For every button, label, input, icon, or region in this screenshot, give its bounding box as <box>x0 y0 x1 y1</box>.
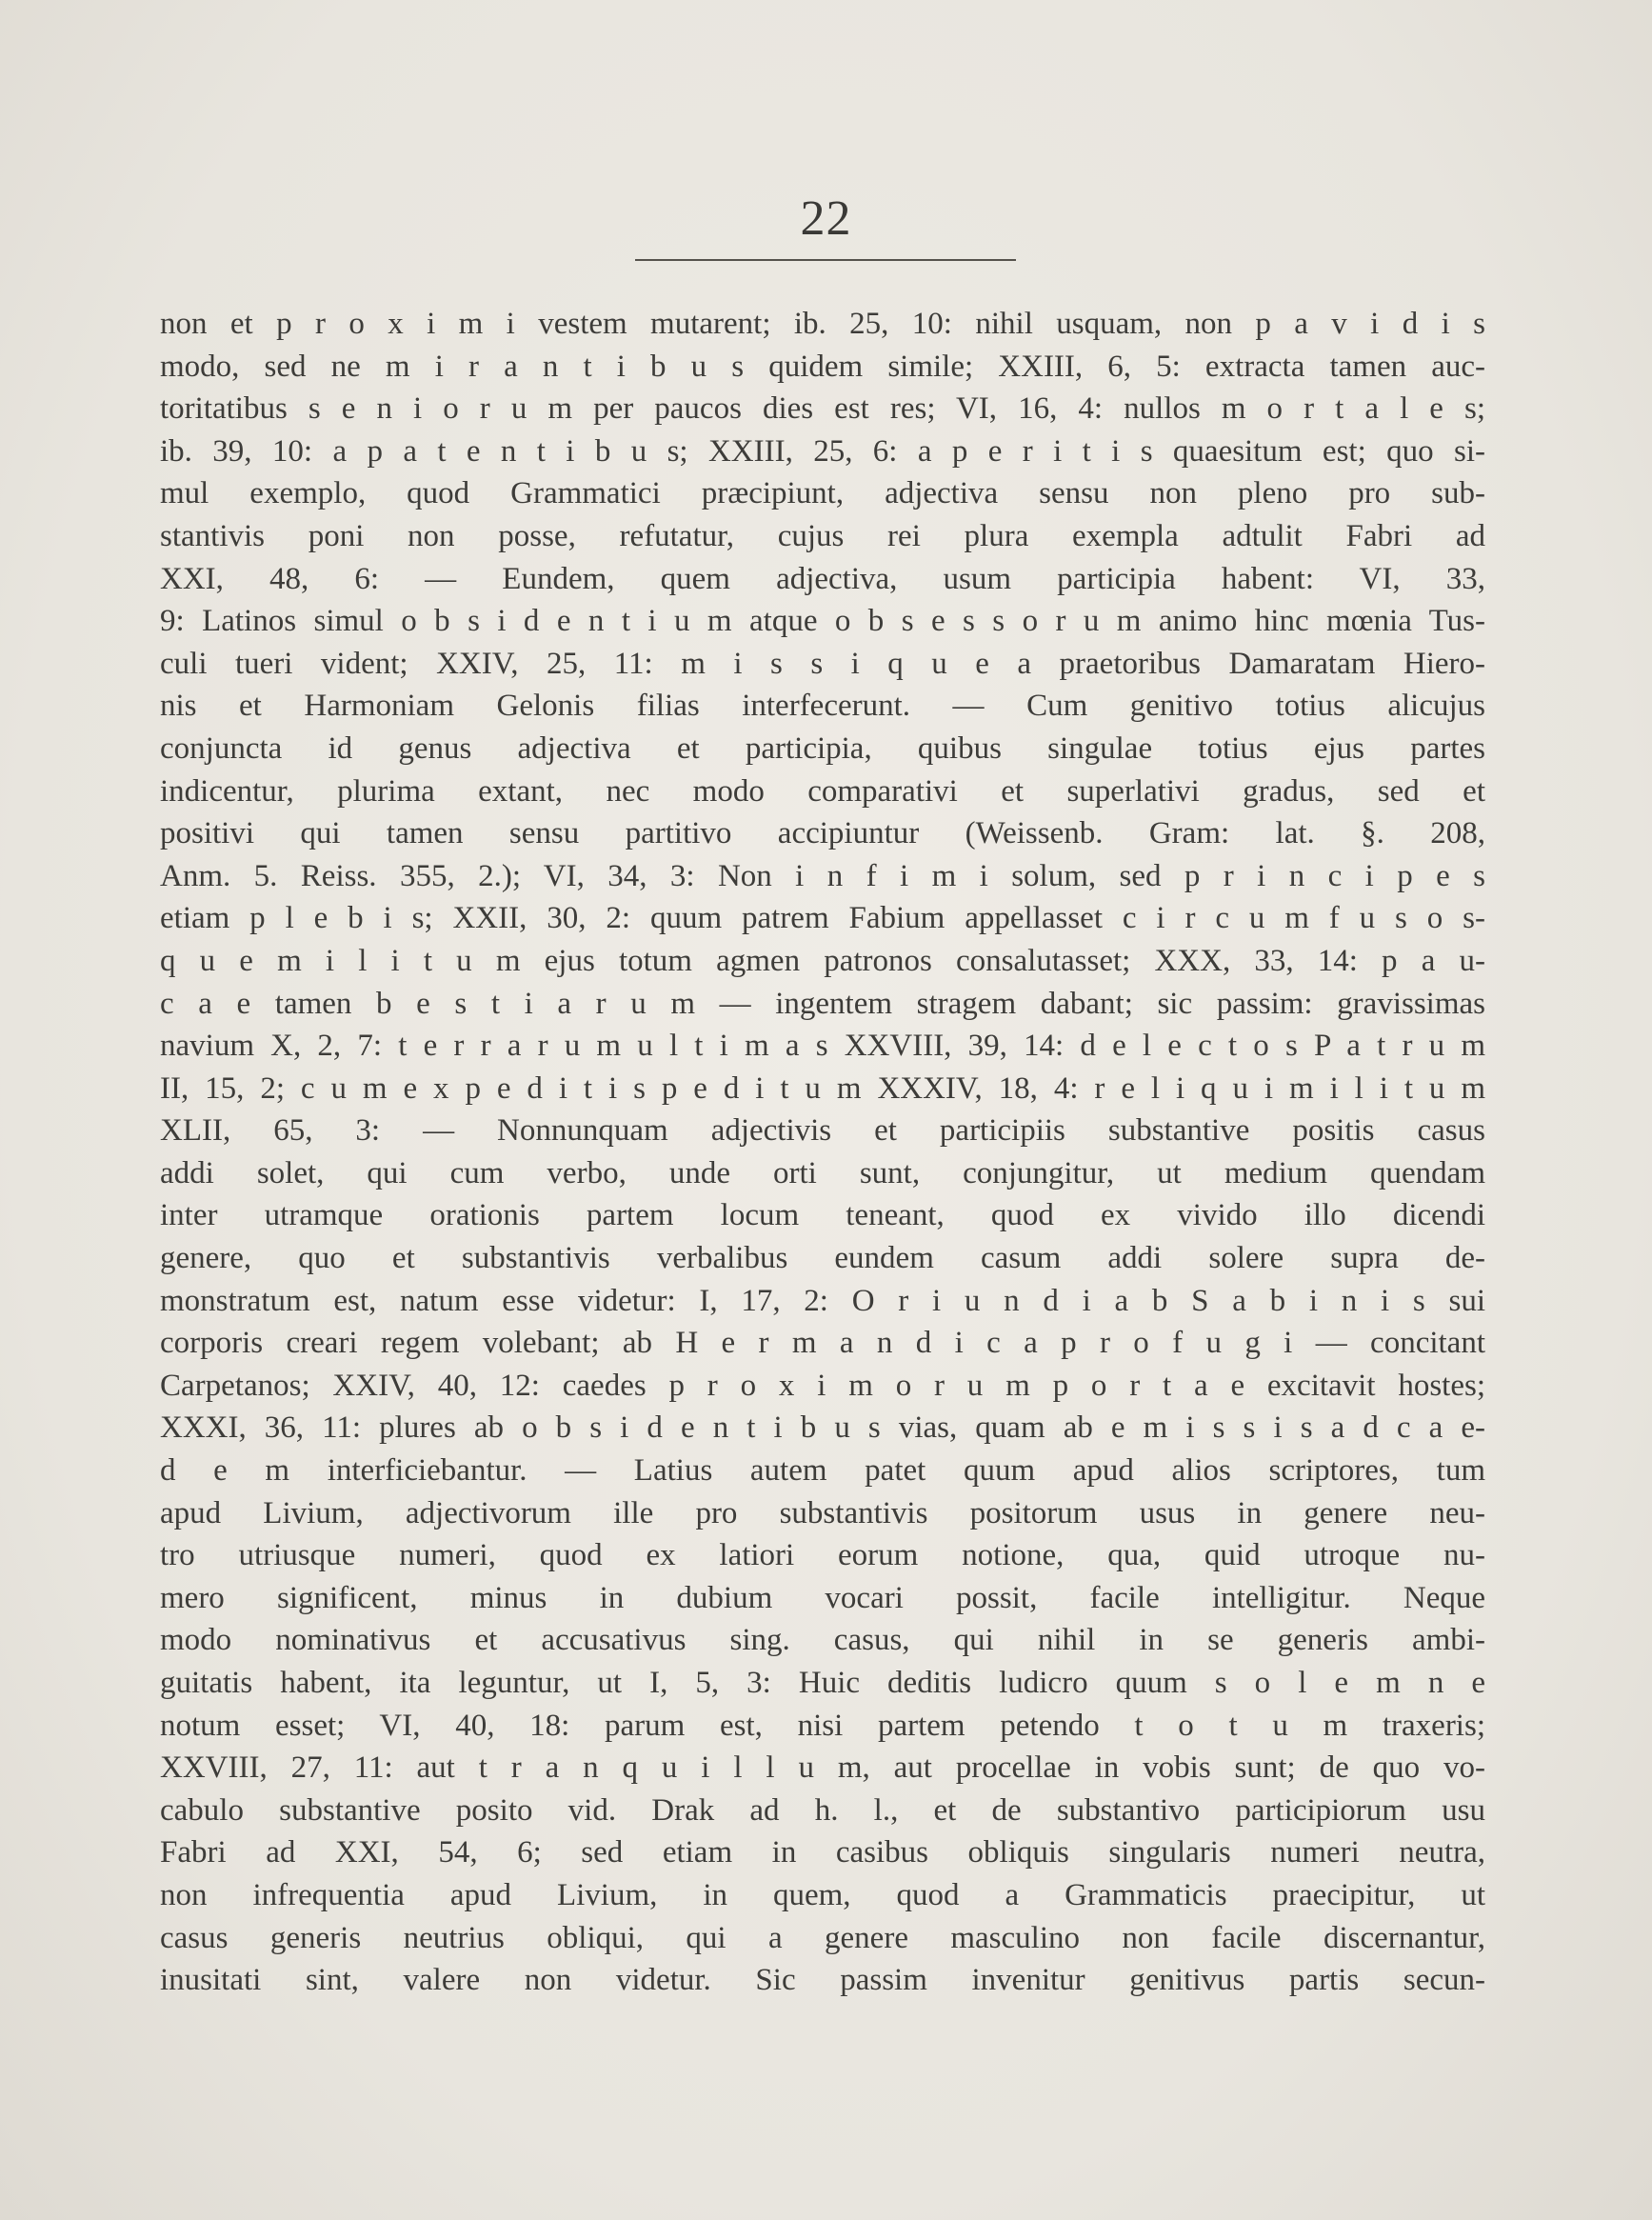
text-line: casus generis neutrius obliqui, qui a genere masculino non facile discernantur, <box>160 1920 1485 1955</box>
text-line: mero significent, minus in dubium vocari possit, facile intelligitur. Neque <box>160 1580 1485 1615</box>
text-line: inter utramque orationis partem locum teneant, quod ex vivido illo dicendi <box>160 1198 1485 1233</box>
text-line: genere, quo et substantivis verbalibus eundem casum addi solere supra de- <box>160 1241 1485 1276</box>
text-line: Anm. 5. Reiss. 355, 2.); VI, 34, 3: Non i n f i m i solum, sed p r i n c i p e s <box>160 858 1485 893</box>
body-text <box>160 303 1485 2002</box>
text-line: indicentur, plurima extant, nec modo comparativi et superlativi gradus, sed et <box>160 773 1485 809</box>
text-line: toritatibus s e n i o r u m per paucos dies est res; VI, 16, 4: nullos m o r t a l e s; <box>160 391 1485 427</box>
text-line: non et p r o x i m i vestem mutarent; ib. 25, 10: nihil usquam, non p a v i d i s <box>160 307 1485 341</box>
text-line: non infrequentia apud Livium, in quem, quod a Grammaticis praecipitur, ut <box>160 1877 1485 1912</box>
header-rule <box>635 259 1016 261</box>
text-line: XXVIII, 27, 11: aut t r a n q u i l l u m, aut procellae in vobis sunt; de quo vo- <box>160 1750 1485 1786</box>
text-line: II, 15, 2; c u m e x p e d i t i s p e d i t u m XXXIV, 18, 4: r e l i q u i m i l i t u m <box>160 1070 1485 1106</box>
text-line: XLII, 65, 3: — Nonnunquam adjectivis et participiis substantive positis casus <box>160 1113 1485 1149</box>
text-line: 9: Latinos simul o b s i d e n t i u m atque o b s e s s o r u m animo hinc mœnia Tus- <box>160 604 1485 639</box>
text-line: corporis creari regem volebant; ab H e r m a n d i c a p r o f u g i — concitant <box>160 1326 1485 1361</box>
text-line: q u e m i l i t u m ejus totum agmen patronos consalutasset; XXX, 33, 14: p a u- <box>160 943 1485 978</box>
text-line: notum esset; VI, 40, 18: parum est, nisi partem petendo t o t u m traxeris; <box>160 1708 1485 1743</box>
text-line: etiam p l e b i s; XXII, 30, 2: quum patrem Fabium appellasset c i r c u m f u s o s- <box>160 901 1485 936</box>
text-line: monstratum est, natum esse videtur: I, 17, 2: O r i u n d i a b S a b i n i s sui <box>160 1283 1485 1318</box>
text-line: stantivis poni non posse, refutatur, cujus rei plura exempla adtulit Fabri ad <box>160 518 1485 553</box>
text-line: mul exemplo, quod Grammatici præcipiunt, adjectiva sensu non pleno pro sub- <box>160 476 1485 511</box>
text-line: culi tueri vident; XXIV, 25, 11: m i s s i q u e a praetoribus Damaratam Hiero- <box>160 646 1485 681</box>
text-line: d e m interficiebantur. — Latius autem patet quum apud alios scriptores, tum <box>160 1453 1485 1489</box>
text-line: cabulo substantive posito vid. Drak ad h. l., et de substantivo participiorum usu <box>160 1792 1485 1828</box>
text-line: XXI, 48, 6: — Eundem, quem adjectiva, usum participia habent: VI, 33, <box>160 561 1485 596</box>
text-line: tro utriusque numeri, quod ex latiori eorum notione, qua, quid utroque nu- <box>160 1538 1485 1573</box>
text-line: Carpetanos; XXIV, 40, 12: caedes p r o x i m o r u m p o r t a e excitavit hostes; <box>160 1368 1485 1403</box>
text-line: c a e tamen b e s t i a r u m — ingentem stragem dabant; sic passim: gravissimas <box>160 986 1485 1021</box>
text-line: guitatis habent, ita leguntur, ut I, 5, 3: Huic deditis ludicro quum s o l e m n e <box>160 1666 1485 1700</box>
text-line: positivi qui tamen sensu partitivo accipiuntur (Weissenb. Gram: lat. §. 208, <box>160 816 1485 851</box>
text-line: navium X, 2, 7: t e r r a r u m u l t i m a s XXVIII, 39, 14: d e l e c t o s P a t r u m <box>160 1029 1485 1064</box>
text-line: ib. 39, 10: a p a t e n t i b u s; XXIII, 25, 6: a p e r i t i s quaesitum est; quo si- <box>160 433 1485 469</box>
text-line: Fabri ad XXI, 54, 6; sed etiam in casibus obliquis singularis numeri neutra, <box>160 1835 1485 1870</box>
text-line: addi solet, qui cum verbo, unde orti sunt, conjungitur, ut medium quendam <box>160 1155 1485 1190</box>
page-number: 22 <box>800 191 852 246</box>
text-line: inusitati sint, valere non videtur. Sic passim invenitur genitivus partis secun- <box>160 1963 1485 1998</box>
text-line: XXXI, 36, 11: plures ab o b s i d e n t i b u s vias, quam ab e m i s s i s a d c a e- <box>160 1410 1485 1446</box>
text-line: modo nominativus et accusativus sing. casus, qui nihil in se generis ambi- <box>160 1623 1485 1658</box>
text-line: apud Livium, adjectivorum ille pro substantivis positorum usus in genere neu- <box>160 1495 1485 1530</box>
text-line: nis et Harmoniam Gelonis filias interfecerunt. — Cum genitivo totius alicujus <box>160 689 1485 724</box>
text-line: modo, sed ne m i r a n t i b u s quidem simile; XXIII, 6, 5: extracta tamen auc- <box>160 349 1485 384</box>
text-line: conjuncta id genus adjectiva et participia, quibus singulae totius ejus partes <box>160 730 1485 766</box>
